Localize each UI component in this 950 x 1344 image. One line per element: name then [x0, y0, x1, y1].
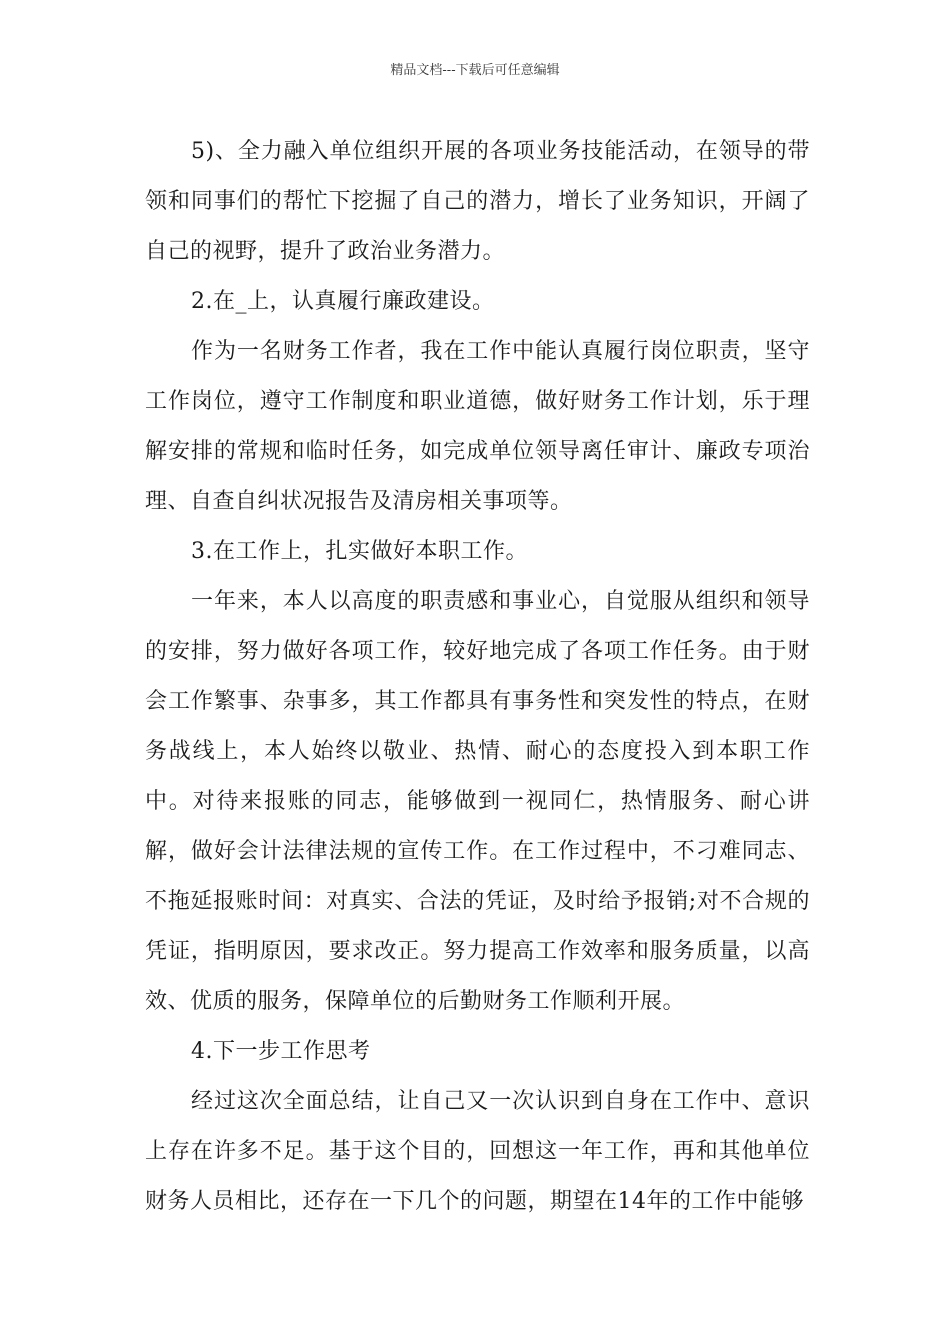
- section-heading-4: 4.下一步工作思考: [191, 1039, 371, 1064]
- page-header: 精品文档---下载后可任意编辑: [390, 63, 560, 78]
- section-heading-2: 2.在_上，认真履行廉政建设。: [191, 289, 495, 314]
- paragraph-work-summary: 一年来，本人以高度的职责感和事业心，自觉服从组织和领导的安排，努力做好各项工作，较好地完成了各项工作任务。由于财会工作繁事、杂事多，其工作都具有事务性和突发性的特点，在财务战线上，本人始终以敬业、热情、耐心的态度投入到本职工作中。对待来报账的同志，能够做到一视同仁，热情服务、耐心讲解，做好会计法律法规的宣传工作。在工作过程中，不刁难同志、不拖延报账时间：对真实、合法的凭证，及时给予报销;对不合规的凭证，指明原因，要求改正。努力提高工作效率和服务质量，以高效、优质的服务，保障单位的后勤财务工作顺利开展。: [145, 589, 810, 1014]
- paragraph-duties: 作为一名财务工作者，我在工作中能认真履行岗位职责，坚守工作岗位，遵守工作制度和职业道德，做好财务工作计划，乐于理解安排的常规和临时任务，如完成单位领导离任审计、廉政专项治理、自查自纠状况报告及清房相关事项等。: [145, 339, 810, 514]
- paragraph-item-5: 5)、全力融入单位组织开展的各项业务技能活动，在领导的带领和同事们的帮忙下挖掘了自己的潜力，增长了业务知识，开阔了自己的视野，提升了政治业务潜力。: [145, 139, 810, 264]
- paragraph-reflection: 经过这次全面总结，让自己又一次认识到自身在工作中、意识上存在许多不足。基于这个目的，回想这一年工作，再和其他单位财务人员相比，还存在一下几个的问题，期望在14年的工作中能够: [145, 1089, 810, 1214]
- document-body: [145, 127, 810, 1227]
- section-heading-3: 3.在工作上，扎实做好本职工作。: [191, 539, 528, 564]
